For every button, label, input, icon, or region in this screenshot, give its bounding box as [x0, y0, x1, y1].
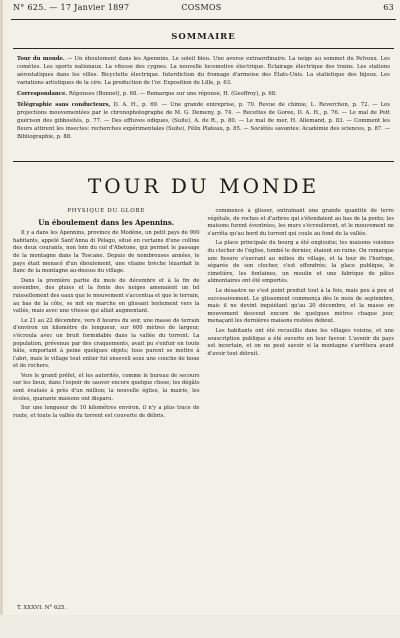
issue-date: N° 625. — 17 Janvier 1897 [13, 3, 130, 12]
article-paragraph: Vers le grand préfet, et les autorités, comme le bureau de secours sur les lieux, dans l'espoir de sauver encore quelque chose; les dégâts sont évalués à près d'un million; la nouvelle église, la mairie, les écoles, quarante maisons ont disparu. [13, 372, 200, 402]
summary-text-2: Réponses (Bonnet), p. 68. — Remarque sur une réponse, H. (Geoffroy), p. 68. [67, 91, 277, 97]
article-paragraph: La place principale du bourg a été engloutie; les maisons voisines du clocher de l'église, tombé le dernier, étaient en ruine. On remarque une fissure s'ouvrant au milieu du village, et la tour de l'horloge, séparée de son clocher, s'est effondrée; la place publique, le cimetière, les fontaines, un moulin et une fabrique de pâtes alimentaires ont été emportés. [207, 240, 394, 285]
summary-text-1: — Un éboulement dans les Apennins. Le soleil bleu. Une averse extraordinaire. La neige au sommet du Pelvoux. Les comètes. Les sports nationaux. La vitesse des cygnes. La nouvelle locomotive électrique. Éclairage électrique des trains. Les stations aérostatiques dans les villes. Bicyclette électrique. Interdiction du fromage d'armoise des États-Unis. La statistique des bijoux. Les variations artistiques de la cire. La production de l'or. Exposition de Lille, p. 63. [17, 56, 390, 86]
section-title: TOUR DU MONDE [87, 174, 320, 198]
page-number: 63 [383, 3, 394, 12]
column-left [13, 208, 200, 638]
page-footer: T. XXXVI. N° 625. [17, 605, 67, 611]
summary-paragraph-1 [17, 55, 390, 87]
summary-label-3: Télégraphie sans conducteurs, [17, 102, 111, 108]
summary-title: SOMMAIRE [171, 32, 236, 42]
summary-label-2: Correspondance. [17, 91, 68, 97]
article-paragraph: Dans la première partie du mois de décembre et à la fin de novembre, des pluies et la fonte des neiges amenaient un tel ruissellement des eaux que le mouvement s'accentua et que le terrain, au bas de la côte, se mit en marche en glissant lentement vers la vallée, mais avec une vitesse qui allait augmentant. [13, 277, 200, 315]
summary-text-3: D. A. H., p. 69. — Une grande entreprise, p. 70. Revue de chimie, L. Reverchon, p. 72. — Les projections mouvementées par le chronophotographe de M. G. Demeny, p. 74. — Recettes de Goree, D. A. H., p. 76. — Le mal de Pott guérison des gibbosités, p. 77. — Des effluves odiques, (Suite), A. de R., p. 80. — Le mal de mer, H. Allemand, p. 83. — Comment les fleurs attirent les insectes: recherches expérimentales (Suite), Félix Plateau, p. 85. — Sociétés savantes: Académie des sciences, p. 87. — Bibliographie, p. 88. [17, 102, 390, 140]
summary-box [13, 48, 394, 162]
article-paragraph: Sur une longueur de 10 kilomètres environ, il n'y a plus trace de route, et toute la vallée du torrent est couverte de débris. [13, 405, 200, 419]
article-paragraph: Les habitants ont été recueillis dans les villages voisins, et une souscription publique a été ouverte en leur faveur. L'avenir du pays est incertain, et on ne peut savoir si la montagne s'arrêtera avant d'avoir tout détruit. [207, 327, 394, 357]
article-title: Un éboulement dans les Apennins. [38, 217, 175, 227]
column-right [208, 208, 395, 638]
page-header [13, 0, 394, 19]
article-paragraph: Il y a dans les Apennins, province de Modène, un petit pays de 900 habitants, appelé Sant'Anna di Pelago, situé en certains d'une colline des deux courants, non loin du col d'Abetone, qui permet le passage de la montagne dans la Toscane. Depuis de nombreuses années, le pays était menacé d'un éboulement, une vilaine brèche lézardait le flanc de la montagne au-dessus du village. [13, 230, 200, 275]
article-paragraph: commencé à glisser, entraînant une grande quantité de terre végétale, de roches et d'arbres qui s'étendaient au bas de la pente; les maisons furent éventrées, les murs s'écroulèrent, et le mouvement ne s'arrêta qu'au bord du torrent qui coule au fond de la vallée. [207, 208, 394, 237]
summary-paragraph-3 [17, 101, 390, 141]
article-paragraph: Le désastre ne s'est point produit tout à la fois, mais peu à peu et successivement. Le glissement commença dès le mois de septembre, mais il ne devint inquiétant qu'au 20 décembre, et la masse en mouvement descend encore de quelques mètres chaque jour, menaçant les dernières maisons restées debout. [207, 287, 394, 325]
article-category: PHYSIQUE DU GLOBE [67, 208, 146, 214]
article-paragraph: Le 21 au 22 décembre, vers 8 heures du soir, une masse de terrain d'environ un kilomètre de longueur, sur 600 mètres de largeur, s'écroula avec un bruit formidable dans la vallée du torrent. La population, prévenue par des craquements, avait pu s'enfuir en toute hâte, emportant à peine quelques objets; tous purent se mettre à l'abri, mais le village tout entier fut enseveli sous une couche de boue et de rochers. [13, 317, 200, 370]
article-columns [13, 208, 394, 638]
header-rule [11, 19, 396, 20]
summary-label-1: Tour du monde. [17, 56, 65, 62]
summary-paragraph-2 [17, 90, 390, 98]
journal-name: COSMOS [181, 3, 222, 12]
